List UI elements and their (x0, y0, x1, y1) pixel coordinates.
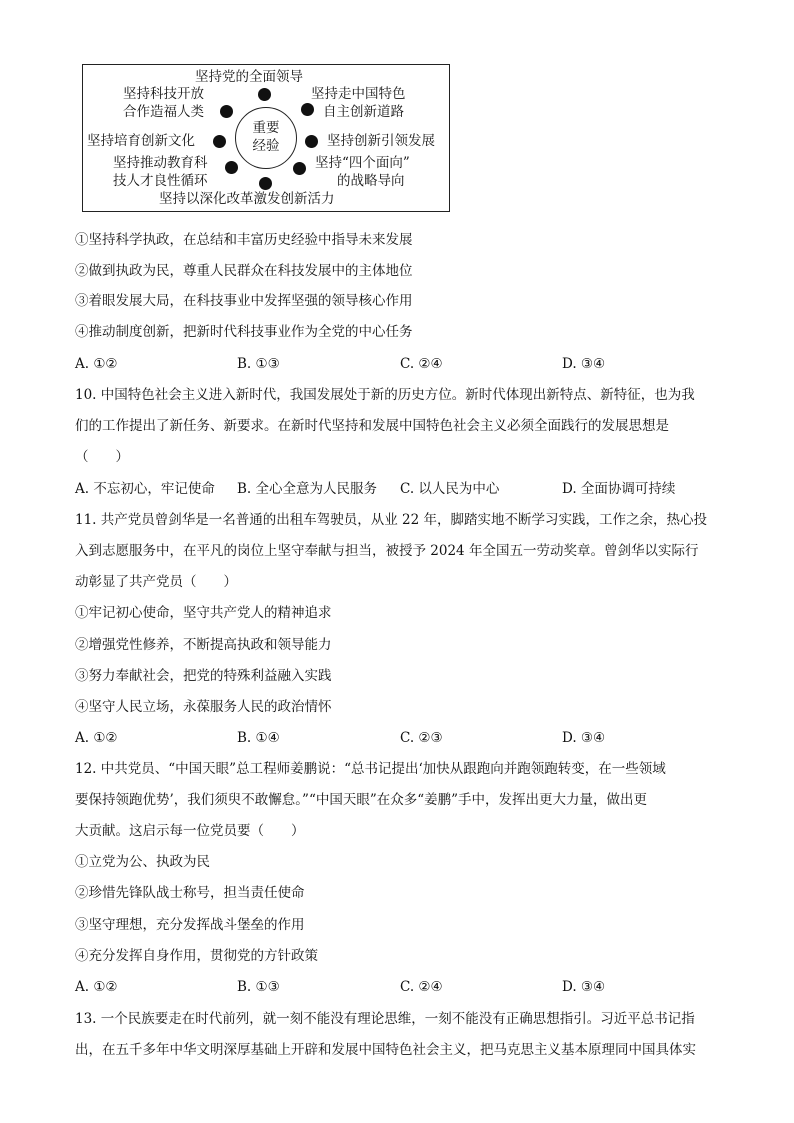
q12-option-d: D. ③④ (562, 979, 606, 995)
diagram-label-bottom: 坚持以深化改革激发创新活力 (159, 191, 335, 207)
q12-statement-2: ②珍惜先锋队战士称号，担当责任使命 (75, 885, 305, 901)
q12-statement-4: ④充分发挥自身作用，贯彻党的方针政策 (75, 948, 318, 964)
q9-option-a: A. ①② (75, 356, 118, 372)
bullet-dot-left2 (213, 135, 226, 148)
diagram-label-top: 坚持党的全面领导 (195, 69, 303, 85)
q11-option-d: D. ③④ (562, 730, 606, 746)
bullet-dot-right2 (305, 135, 318, 148)
bullet-dot-left3 (225, 161, 238, 174)
q9-option-b: B. ①③ (237, 356, 280, 372)
q12-stem-line-3: 大贡献。这启示每一位党员要（ ） (75, 823, 305, 839)
diagram-label-left3b: 技人才良性循环 (113, 173, 208, 189)
bullet-dot-right1 (301, 103, 314, 116)
diagram-label-left2: 坚持培育创新文化 (87, 133, 195, 149)
diagram-label-left1a: 坚持科技开放 (123, 86, 204, 102)
q12-statement-3: ③坚守理想，充分发挥战斗堡垒的作用 (75, 917, 305, 933)
q10-stem-line-1: 10. 中国特色社会主义进入新时代，我国发展处于新的历史方位。新时代体现出新特点、新特征，也为我 (75, 387, 695, 403)
q10-option-a: A. 不忘初心，牢记使命 (75, 481, 215, 497)
q11-statement-1: ①牢记初心使命，坚守共产党人的精神追求 (75, 605, 332, 621)
q12-statement-1: ①立党为公、执政为民 (75, 854, 210, 870)
center-circle (235, 107, 297, 169)
q10-stem-line-3: （ ） (75, 449, 129, 465)
q10-option-c: C. 以人民为中心 (400, 481, 500, 497)
q11-statement-2: ②增强党性修养，不断提高执政和领导能力 (75, 637, 332, 653)
diagram-label-left1b: 合作造福人类 (123, 104, 204, 120)
q11-stem-line-2: 入到志愿服务中，在平凡的岗位上坚守奉献与担当，被授予 2024 年全国五一劳动奖章。曾剑华以实际行 (75, 543, 699, 559)
bullet-dot-bottom (259, 177, 272, 190)
diagram-label-right2: 坚持创新引领发展 (327, 133, 435, 149)
diagram-label-right3a: 坚持“四个面向” (315, 155, 410, 171)
q9-statement-3: ③着眼发展大局，在科技事业中发挥坚强的领导核心作用 (75, 293, 413, 309)
q11-statement-4: ④坚守人民立场，永葆服务人民的政治情怀 (75, 699, 332, 715)
q9-statement-2: ②做到执政为民，尊重人民群众在科技发展中的主体地位 (75, 263, 413, 279)
q12-option-c: C. ②④ (400, 979, 443, 995)
center-label-b: 经验 (252, 138, 280, 154)
q9-statement-4: ④推动制度创新，把新时代科技事业作为全党的中心任务 (75, 324, 413, 340)
q9-option-c: C. ②④ (400, 356, 443, 372)
diagram-label-right1a: 坚持走中国特色 (311, 86, 406, 102)
q11-stem-line-1: 11. 共产党员曾剑华是一名普通的出租车驾驶员，从业 22 年，脚踏实地不断学习实践，工作之余，热心投 (75, 512, 708, 528)
q12-stem-line-2: 要保持领跑优势’，我们须臾不敢懈怠。”“中国天眼”在众多“姜鹏”手中，发挥出更大力量，做出更 (75, 792, 648, 808)
q12-option-a: A. ①② (75, 979, 118, 995)
diagram-label-left3a: 坚持推动教育科 (113, 155, 208, 171)
q10-option-d: D. 全面协调可持续 (562, 481, 676, 497)
diagram-label-right3b: 的战略导向 (337, 173, 405, 189)
q12-option-b: B. ①③ (237, 979, 280, 995)
q9-option-d: D. ③④ (562, 356, 606, 372)
bullet-dot-right3 (293, 162, 306, 175)
bullet-dot-left1 (220, 105, 233, 118)
q10-option-b: B. 全心全意为人民服务 (237, 481, 378, 497)
q13-stem-line-2: 出，在五千多年中华文明深厚基础上开辟和发展中国特色社会主义，把马克思主义基本原理同中国具体实 (75, 1042, 696, 1058)
diagram-label-right1b: 自主创新道路 (323, 104, 404, 120)
q9-statement-1: ①坚持科学执政，在总结和丰富历史经验中指导未来发展 (75, 232, 413, 248)
experience-diagram (82, 64, 450, 212)
q11-option-b: B. ①④ (237, 730, 280, 746)
q11-stem-line-3: 动彰显了共产党员（ ） (75, 574, 237, 590)
q11-option-c: C. ②③ (400, 730, 443, 746)
q11-statement-3: ③努力奉献社会，把党的特殊利益融入实践 (75, 668, 332, 684)
bullet-dot-top (258, 88, 271, 101)
q12-stem-line-1: 12. 中共党员、“中国天眼”总工程师姜鹏说：“总书记提出‘加快从跟跑向并跑领跑转变，在一些领域 (75, 761, 666, 777)
q11-option-a: A. ①② (75, 730, 118, 746)
q10-stem-line-2: 们的工作提出了新任务、新要求。在新时代坚持和发展中国特色社会主义必须全面践行的发展思想是 (75, 418, 669, 434)
q13-stem-line-1: 13. 一个民族要走在时代前列，就一刻不能没有理论思维，一刻不能没有正确思想指引。习近平总书记指 (75, 1011, 695, 1027)
center-label-a: 重要 (252, 120, 280, 136)
